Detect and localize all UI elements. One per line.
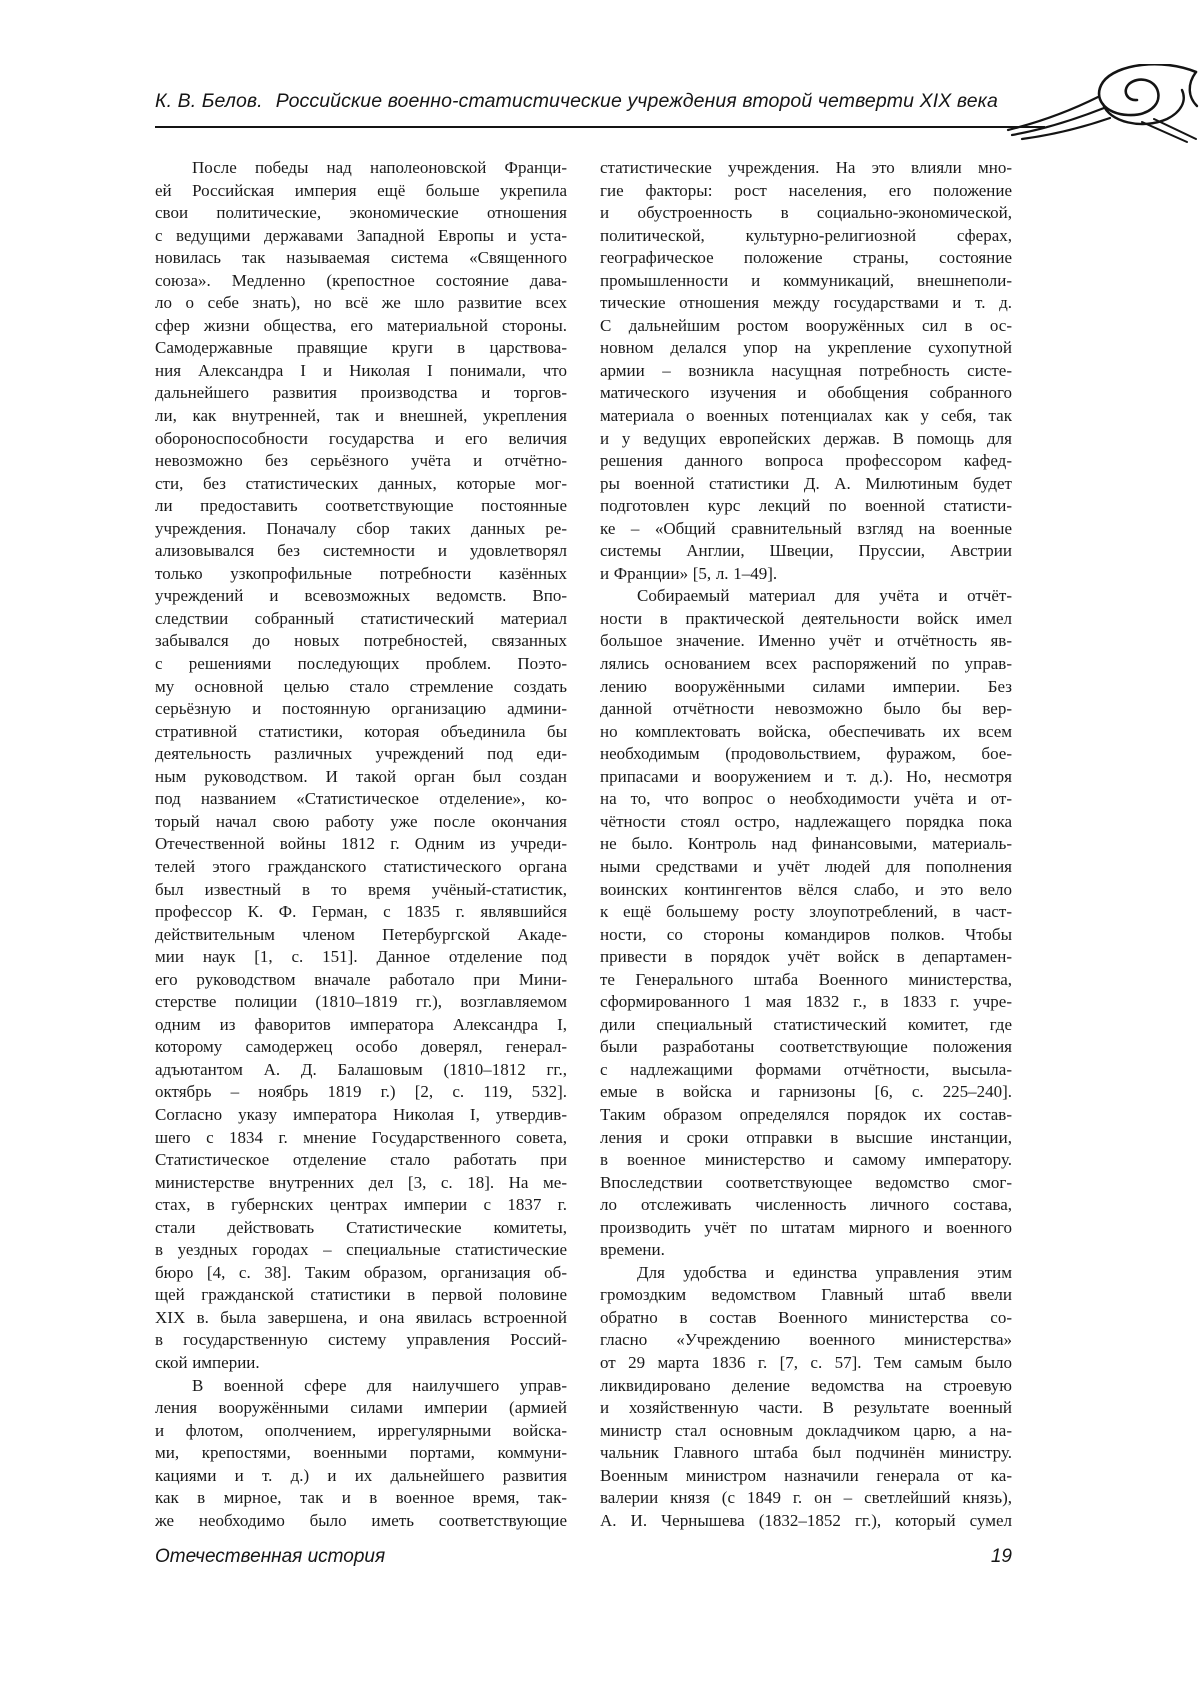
text-line: матического изучения и обобщения собранного xyxy=(600,383,1012,403)
text-line: XIX в. была завершена, и она явилась встроенной xyxy=(155,1307,567,1327)
text-line: к ещё большему росту злоупотреблений, в част- xyxy=(600,902,1012,922)
text-line: Собираемый материал для учёта и отчёт- xyxy=(637,586,1012,606)
text-line: му основной целью стало стремление создать xyxy=(155,676,567,696)
text-line: деятельность различных учреждений под еди- xyxy=(155,744,567,764)
text-line: адъютантом А. Д. Балашовым (1810–1812 гг., xyxy=(155,1059,567,1079)
text-line: ным руководством. И такой орган был создан xyxy=(155,766,567,786)
text-line: емые в войска и гарнизоны [6, с. 225–240]. xyxy=(600,1082,1012,1102)
text-line: мии наук [1, с. 151]. Данное отделение под xyxy=(155,947,567,967)
text-line: шего с 1834 г. мнение Государственного совета, xyxy=(155,1127,567,1147)
journal-name: Отечественная история xyxy=(155,1546,386,1567)
text-line: ления и сроки отправки в высшие инстанции, xyxy=(600,1127,1012,1147)
text-line: стах, в губернских центрах империи с 1837 г. xyxy=(155,1195,567,1215)
text-line: Таким образом определялся порядок их состав- xyxy=(600,1104,1012,1124)
text-line: гие факторы: рост населения, его положение xyxy=(600,180,1012,200)
text-line: октябрь – ноябрь 1819 г.) [2, с. 119, 532]. xyxy=(155,1082,567,1102)
text-line: ли, как внутренней, так и внешней, укрепления xyxy=(155,406,567,426)
text-line: ей Российская империя ещё больше укрепила xyxy=(155,180,567,200)
text-line: министерстве внутренних дел [3, с. 18]. На ме- xyxy=(155,1172,567,1192)
text-line: щей гражданской статистики в первой половине xyxy=(155,1285,567,1305)
running-header xyxy=(155,90,1025,113)
text-line: Для удобства и единства управления этим xyxy=(637,1262,1012,1282)
floral-ornament-icon xyxy=(1006,64,1200,144)
text-line: союза». Медленно (крепостное состояние дава- xyxy=(155,270,567,290)
text-line: от 29 марта 1836 г. [7, с. 57]. Тем самым было xyxy=(600,1352,1012,1372)
text-line: сформированного 1 мая 1832 г., в 1833 г. учре- xyxy=(600,992,1012,1012)
text-line: политической, культурно-религиозной сферах, xyxy=(600,225,1012,245)
text-line: большое значение. Именно учёт и отчётность яв- xyxy=(600,631,1012,651)
text-line: материала о военных потенциалах как у себя, так xyxy=(600,406,1012,426)
text-line: Статистическое отделение стало работать при xyxy=(155,1150,567,1170)
text-line: ния Александра I и Николая I понимали, что xyxy=(155,360,567,380)
running-header-title: Российские военно-статистические учреждения второй четверти XIX века xyxy=(275,90,998,112)
text-line: торый начал свою работу уже после окончания xyxy=(155,811,567,831)
text-line: невозможно без серьёзного учёта и отчётно- xyxy=(155,451,567,471)
text-line: ности в практической деятельности войск имел xyxy=(600,608,1012,628)
text-line: производить учёт по штатам мирного и военного xyxy=(600,1217,1012,1237)
text-line: ке – «Общий сравнительный взгляд на военные xyxy=(600,518,1012,538)
text-line: ми, крепостями, военными портами, коммуни- xyxy=(155,1443,567,1463)
text-line: были разработаны соответствующие положения xyxy=(600,1037,1012,1057)
text-line: припасами и вооружением и т. д.). Но, несмотря xyxy=(600,766,1012,786)
text-line: свои политические, экономические отношения xyxy=(155,203,567,223)
text-line: стерстве полиции (1810–1819 гг.), возглавляемом xyxy=(155,992,567,1012)
text-line: сфер жизни общества, его материальной стороны. xyxy=(155,315,567,335)
text-line: стративной статистики, которая объединила бы xyxy=(155,721,567,741)
text-line: ской империи. xyxy=(155,1352,260,1372)
text-line: В военной сфере для наилучшего управ- xyxy=(192,1375,567,1395)
text-line: ры военной статистики Д. А. Милютиным будет xyxy=(600,473,1012,493)
text-line: ликвидировано деление ведомства на строевую xyxy=(600,1375,1012,1395)
text-line: Самодержавные правящие круги в царствова- xyxy=(155,338,567,358)
text-line: в уездных городах – специальные статистические xyxy=(155,1240,567,1260)
text-line: новилась так называемая система «Священного xyxy=(155,248,567,268)
text-line: бюро [4, с. 38]. Таким образом, организация об- xyxy=(155,1262,567,1282)
text-line: стали действовать Статистические комитеты, xyxy=(155,1217,567,1237)
text-line: Согласно указу императора Николая I, утвердив- xyxy=(155,1104,567,1124)
text-line: и обустроенность в социально-экономической, xyxy=(600,203,1012,223)
text-line: ли предоставить соответствующие постоянные xyxy=(155,496,567,516)
text-line: ализовывался без системности и удовлетворял xyxy=(155,541,567,561)
text-line: Военным министром назначили генерала от ка- xyxy=(600,1465,1012,1485)
text-line: и хозяйственную части. В результате военный xyxy=(600,1398,1012,1418)
text-line: же необходимо было иметь соответствующие xyxy=(155,1510,567,1530)
text-line: дили специальный статистический комитет, где xyxy=(600,1014,1012,1034)
text-line: статистические учреждения. На это влияли мно- xyxy=(600,158,1012,177)
text-line: на то, что вопрос о необходимости учёта и от- xyxy=(600,789,1012,809)
text-line: был известный в то время учёный-статистик, xyxy=(155,879,567,899)
text-line: промышленности и коммуникаций, внешнеполи- xyxy=(600,270,1012,290)
text-line: новном делался упор на укрепление сухопутной xyxy=(600,338,1012,358)
text-line: в военное министерство и самому императору. xyxy=(600,1150,1012,1170)
text-line: ными средствами и учёт людей для пополнения xyxy=(600,856,1012,876)
left-column xyxy=(155,157,567,1532)
text-line: лению вооружёнными силами империи. Без xyxy=(600,676,1012,696)
text-line: кациями и т. д.) и их дальнейшего развития xyxy=(155,1465,567,1485)
text-line: гласно «Учреждению военного министерства» xyxy=(600,1330,1012,1350)
header-rule xyxy=(155,126,1045,128)
running-footer xyxy=(155,1546,1012,1568)
text-line: привести в порядок учёт войск в департамен- xyxy=(600,947,1012,967)
text-line: лялись основанием всех распоряжений по управ- xyxy=(600,654,1012,674)
text-line: решения данного вопроса профессором кафед- xyxy=(600,451,1012,471)
text-line: с решениями последующих проблем. Поэто- xyxy=(155,654,567,674)
text-line: Впоследствии соответствующее ведомство смог- xyxy=(600,1172,1012,1192)
text-line: учреждений и всевозможных ведомств. Впо- xyxy=(155,586,567,606)
text-line: обороноспособности государства и его величия xyxy=(155,428,567,448)
text-line: с ведущими державами Западной Европы и уста- xyxy=(155,225,567,245)
text-line: воинских контингентов вёлся слабо, и это вело xyxy=(600,879,1012,899)
text-line: телей этого гражданского статистического органа xyxy=(155,856,567,876)
text-line: географическое положение страны, состояние xyxy=(600,248,1012,268)
text-line: подготовлен курс лекций по военной статисти- xyxy=(600,496,1012,516)
text-line: ности, со стороны командиров полков. Чтобы xyxy=(600,924,1012,944)
text-line: под названием «Статистическое отделение», ко- xyxy=(155,789,567,809)
article-body xyxy=(155,157,1012,1532)
text-line: дальнейшего развития производства и торгов- xyxy=(155,383,567,403)
right-column xyxy=(600,157,1012,1532)
text-line: и у ведущих европейских держав. В помощь для xyxy=(600,428,1012,448)
text-line: громоздким ведомством Главный штаб ввели xyxy=(600,1285,1012,1305)
text-line: серьёзную и постоянную организацию админи- xyxy=(155,699,567,719)
text-line: сти, без статистических данных, которые мог- xyxy=(155,473,567,493)
text-line: только узкопрофильные потребности казённых xyxy=(155,563,567,583)
text-line: Отечественной войны 1812 г. Одним из учреди- xyxy=(155,834,567,854)
text-line: следствии собранный статистический материал xyxy=(155,608,567,628)
text-line: армии – возникла насущная потребность систе- xyxy=(600,360,1012,380)
text-line: те Генерального штаба Военного министерства, xyxy=(600,969,1012,989)
text-line: профессор К. Ф. Герман, с 1835 г. являвшийся xyxy=(155,902,567,922)
text-line: учреждения. Поначалу сбор таких данных ре- xyxy=(155,518,567,538)
text-line: тические отношения между государствами и т. д. xyxy=(600,293,1012,313)
running-header-author: К. В. Белов. xyxy=(155,90,263,112)
text-line: в государственную систему управления Россий- xyxy=(155,1330,567,1350)
text-line: ло отслеживать численность личного состава, xyxy=(600,1195,1012,1215)
text-line: его руководством вначале работало при Мини- xyxy=(155,969,567,989)
text-line: времени. xyxy=(600,1240,665,1260)
text-line: необходимым (продовольствием, фуражом, бое- xyxy=(600,744,1012,764)
text-line: ло о себе знать), но всё же шло развитие всех xyxy=(155,293,567,313)
text-line: забывался до новых потребностей, связанных xyxy=(155,631,567,651)
text-line: но комплектовать войска, обеспечивать их всем xyxy=(600,721,1012,741)
text-line: не было. Контроль над финансовыми, материаль- xyxy=(600,834,1012,854)
text-line: данной отчётности невозможно было бы вер- xyxy=(600,699,1012,719)
text-line: валерии князя (с 1849 г. он – светлейший князь), xyxy=(600,1488,1012,1508)
text-line: и Франции» [5, л. 1–49]. xyxy=(600,563,778,583)
text-line: как в мирное, так и в военное время, так- xyxy=(155,1488,567,1508)
text-line: После победы над наполеоновской Франци- xyxy=(192,158,567,177)
text-line: министр стал основным докладчиком царю, а на- xyxy=(600,1420,1012,1440)
text-line: системы Англии, Швеции, Пруссии, Австрии xyxy=(600,541,1012,561)
text-line: А. И. Чернышева (1832–1852 гг.), который сумел xyxy=(600,1510,1012,1530)
text-line: действительным членом Петербургской Акаде- xyxy=(155,924,567,944)
text-line: обратно в состав Военного министерства со- xyxy=(600,1307,1012,1327)
text-line: чальник Главного штаба был подчинён министру. xyxy=(600,1443,1012,1463)
text-line: чётности стоял остро, надлежащего порядка пока xyxy=(600,811,1012,831)
text-line: одним из фаворитов императора Александра I, xyxy=(155,1014,567,1034)
text-line: и флотом, ополчением, иррегулярными войска- xyxy=(155,1420,567,1440)
text-line: ления вооружёнными силами империи (армией xyxy=(155,1398,567,1418)
text-line: С дальнейшим ростом вооружённых сил в ос- xyxy=(600,315,1012,335)
text-line: с надлежащими формами отчётности, высыла- xyxy=(600,1059,1012,1079)
page-number: 19 xyxy=(990,1546,1012,1567)
text-line: которому самодержец особо доверял, генерал- xyxy=(155,1037,567,1057)
